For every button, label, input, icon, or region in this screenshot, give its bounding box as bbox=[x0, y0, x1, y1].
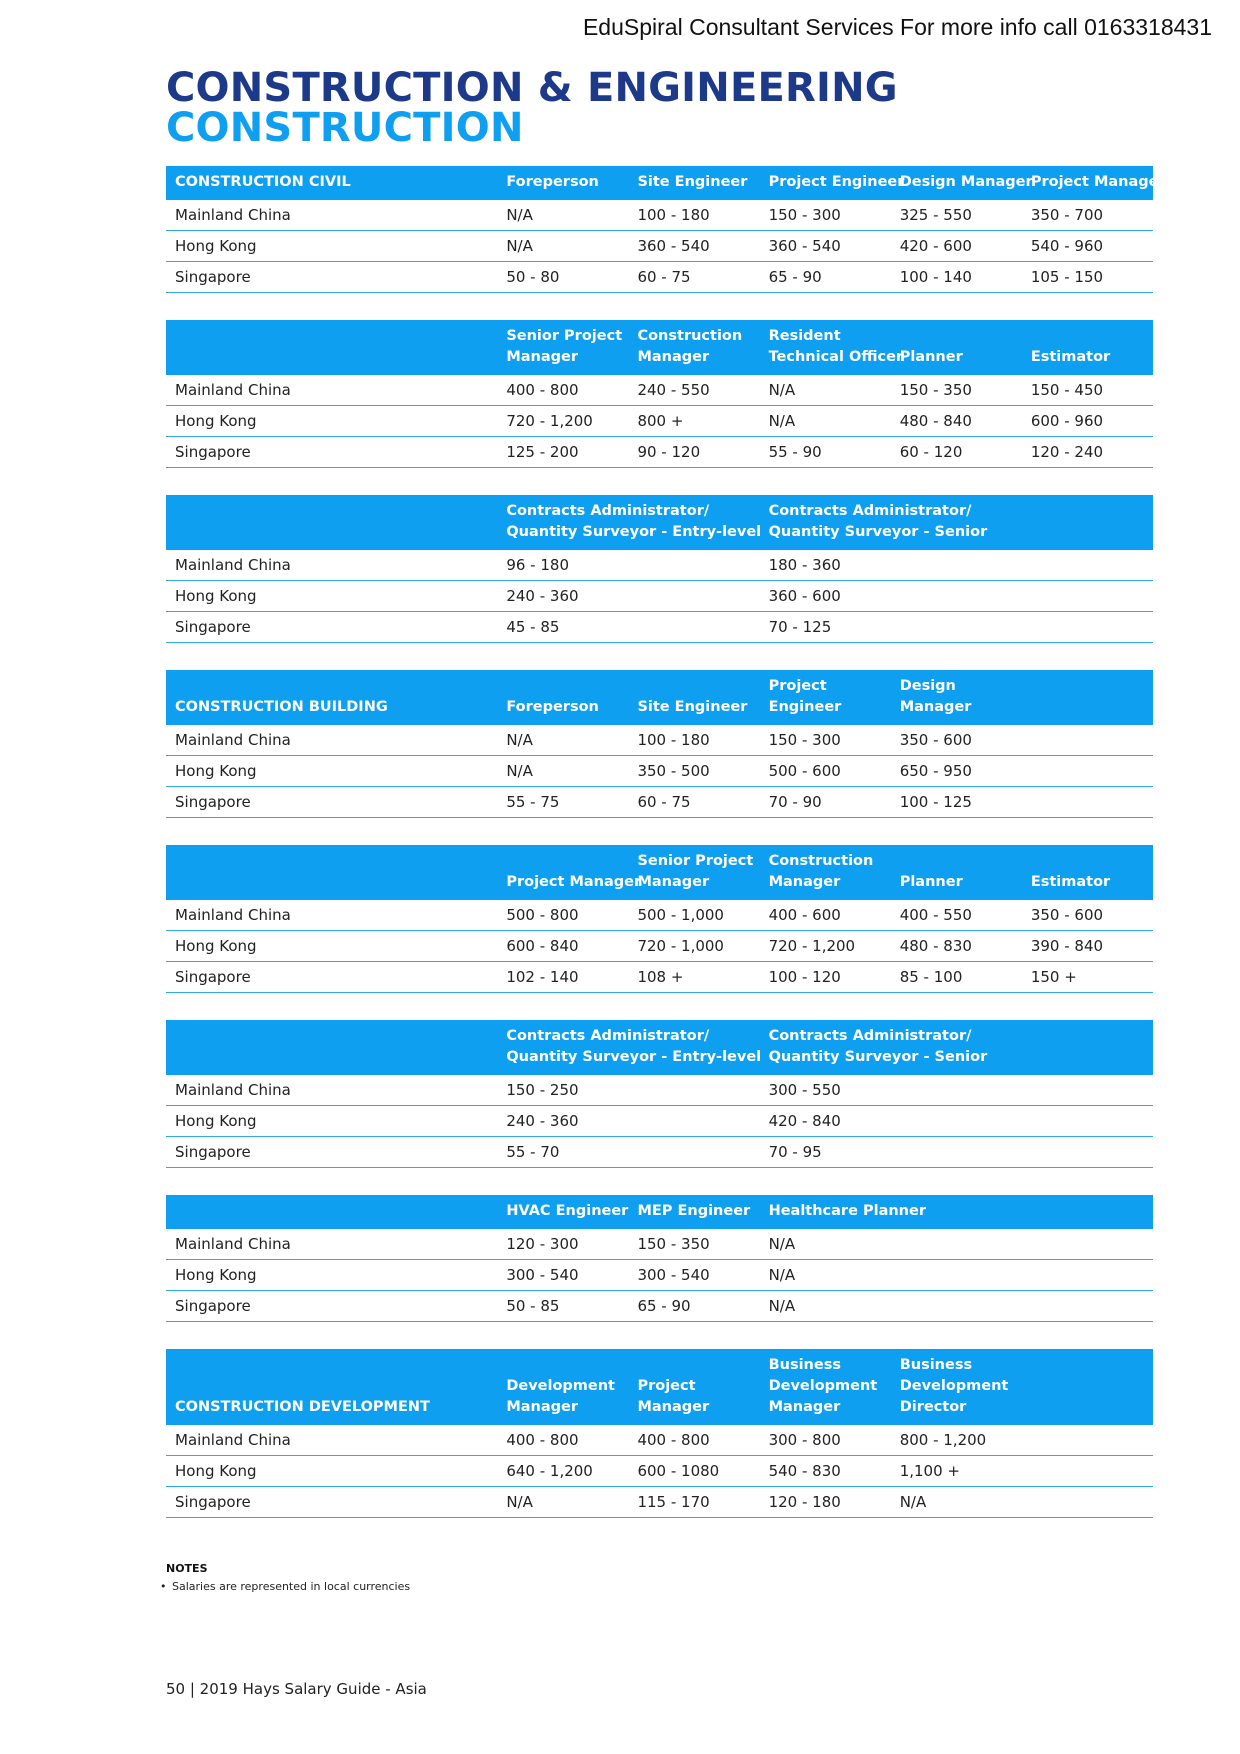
salary-cell bbox=[891, 1075, 1022, 1106]
salary-cell: 360 - 540 bbox=[628, 231, 759, 262]
salary-table bbox=[166, 1195, 1153, 1322]
location-cell: Hong Kong bbox=[166, 581, 497, 612]
salary-cell bbox=[1022, 1106, 1153, 1137]
salary-cell: 240 - 360 bbox=[497, 581, 628, 612]
salary-cell: 102 - 140 bbox=[497, 962, 628, 993]
column-header bbox=[1022, 1349, 1153, 1425]
salary-cell: 150 - 350 bbox=[891, 375, 1022, 406]
salary-cell: 65 - 90 bbox=[628, 1291, 759, 1322]
table-row bbox=[166, 756, 1153, 787]
salary-cell: 100 - 180 bbox=[628, 200, 759, 231]
table-row bbox=[166, 1425, 1153, 1456]
salary-cell: 300 - 800 bbox=[760, 1425, 891, 1456]
salary-cell bbox=[1022, 1487, 1153, 1518]
table-row bbox=[166, 1487, 1153, 1518]
contact-banner: EduSpiral Consultant Services For more info call 0163318431 bbox=[582, 14, 1212, 40]
salary-cell: 45 - 85 bbox=[497, 612, 628, 643]
table-row bbox=[166, 375, 1153, 406]
location-cell: Singapore bbox=[166, 962, 497, 993]
section-heading: CONSTRUCTION BUILDING bbox=[175, 699, 388, 715]
column-header: Senior Project Manager bbox=[506, 328, 623, 365]
column-header: Project Manager bbox=[506, 874, 642, 890]
column-header: Foreperson bbox=[506, 699, 599, 715]
salary-cell: 640 - 1,200 bbox=[497, 1456, 628, 1487]
salary-cell: 300 - 550 bbox=[760, 1075, 891, 1106]
salary-cell bbox=[891, 1260, 1022, 1291]
location-cell: Singapore bbox=[166, 1291, 497, 1322]
salary-cell: 800 + bbox=[628, 406, 759, 437]
salary-cell bbox=[1022, 581, 1153, 612]
location-cell: Hong Kong bbox=[166, 231, 497, 262]
salary-cell: 500 - 800 bbox=[497, 900, 628, 931]
salary-cell: 800 - 1,200 bbox=[891, 1425, 1022, 1456]
section-heading bbox=[166, 1195, 497, 1229]
salary-table bbox=[166, 1020, 1153, 1168]
notes-heading: NOTES bbox=[166, 1562, 208, 1575]
column-header: Estimator bbox=[1030, 874, 1111, 890]
salary-cell: 150 - 300 bbox=[760, 725, 891, 756]
table-row bbox=[166, 437, 1153, 468]
salary-cell: 400 - 800 bbox=[497, 1425, 628, 1456]
section-heading bbox=[166, 845, 497, 900]
salary-cell: 100 - 120 bbox=[760, 962, 891, 993]
salary-cell: N/A bbox=[760, 375, 891, 406]
salary-cell bbox=[1022, 1260, 1153, 1291]
column-header: Project Manager bbox=[1030, 174, 1166, 190]
page-footer: 50 | 2019 Hays Salary Guide - Asia bbox=[166, 1680, 427, 1698]
notes-section bbox=[160, 1562, 411, 1593]
table-header-row bbox=[166, 1195, 1153, 1229]
salary-cell: 420 - 600 bbox=[891, 231, 1022, 262]
column-header: Project Manager bbox=[637, 1378, 710, 1415]
salary-cell: 360 - 540 bbox=[760, 231, 891, 262]
location-cell: Mainland China bbox=[166, 900, 497, 931]
salary-table bbox=[166, 845, 1153, 993]
location-cell: Hong Kong bbox=[166, 406, 497, 437]
salary-cell: 96 - 180 bbox=[497, 550, 628, 581]
salary-cell bbox=[628, 581, 759, 612]
salary-cell bbox=[628, 1137, 759, 1168]
column-header: Estimator bbox=[1030, 349, 1111, 365]
table-row bbox=[166, 262, 1153, 293]
table-row bbox=[166, 931, 1153, 962]
salary-cell: 480 - 830 bbox=[891, 931, 1022, 962]
salary-cell: 350 - 600 bbox=[1022, 900, 1153, 931]
salary-table bbox=[166, 1349, 1153, 1518]
location-cell: Singapore bbox=[166, 787, 497, 818]
salary-cell: 540 - 960 bbox=[1022, 231, 1153, 262]
salary-cell bbox=[891, 550, 1022, 581]
salary-cell: 350 - 600 bbox=[891, 725, 1022, 756]
column-header: Contracts Administrator/ Quantity Surveyor - Entry-level bbox=[506, 503, 762, 540]
table-header-row bbox=[166, 845, 1153, 900]
salary-cell: 240 - 360 bbox=[497, 1106, 628, 1137]
table-row bbox=[166, 200, 1153, 231]
salary-cell: 400 - 800 bbox=[628, 1425, 759, 1456]
salary-cell: 150 - 300 bbox=[760, 200, 891, 231]
table-row bbox=[166, 1106, 1153, 1137]
column-header: Site Engineer bbox=[637, 699, 748, 715]
column-header: Foreperson bbox=[506, 174, 599, 190]
column-header: HVAC Engineer bbox=[506, 1203, 629, 1219]
table-row bbox=[166, 550, 1153, 581]
note-item bbox=[160, 1580, 410, 1593]
section-heading bbox=[166, 495, 497, 550]
salary-cell: 420 - 840 bbox=[760, 1106, 891, 1137]
salary-cell: 300 - 540 bbox=[628, 1260, 759, 1291]
salary-cell: 120 - 300 bbox=[497, 1229, 628, 1260]
table-header-row bbox=[166, 495, 1153, 550]
salary-cell bbox=[891, 581, 1022, 612]
salary-cell: 90 - 120 bbox=[628, 437, 759, 468]
salary-cell bbox=[1022, 725, 1153, 756]
location-cell: Mainland China bbox=[166, 375, 497, 406]
column-header: Development Manager bbox=[506, 1378, 615, 1415]
salary-cell: 120 - 240 bbox=[1022, 437, 1153, 468]
column-header: Planner bbox=[899, 349, 963, 365]
salary-cell bbox=[628, 612, 759, 643]
salary-cell: 100 - 140 bbox=[891, 262, 1022, 293]
salary-cell: 300 - 540 bbox=[497, 1260, 628, 1291]
salary-cell: 70 - 125 bbox=[760, 612, 891, 643]
table-row bbox=[166, 962, 1153, 993]
salary-cell bbox=[1022, 1425, 1153, 1456]
salary-cell bbox=[891, 612, 1022, 643]
salary-cell: N/A bbox=[760, 406, 891, 437]
salary-cell bbox=[1022, 1137, 1153, 1168]
salary-cell: 180 - 360 bbox=[760, 550, 891, 581]
table-row bbox=[166, 725, 1153, 756]
table-row bbox=[166, 612, 1153, 643]
table-row bbox=[166, 231, 1153, 262]
table-row bbox=[166, 900, 1153, 931]
salary-cell: N/A bbox=[760, 1291, 891, 1322]
salary-cell: N/A bbox=[497, 756, 628, 787]
section-heading bbox=[166, 1020, 497, 1075]
salary-cell: 105 - 150 bbox=[1022, 262, 1153, 293]
location-cell: Mainland China bbox=[166, 200, 497, 231]
salary-cell: 125 - 200 bbox=[497, 437, 628, 468]
column-header: Project Engineer bbox=[768, 678, 842, 715]
salary-cell bbox=[891, 1291, 1022, 1322]
column-header: Resident Technical Officer bbox=[768, 328, 904, 365]
salary-cell: 55 - 90 bbox=[760, 437, 891, 468]
salary-cell: 350 - 500 bbox=[628, 756, 759, 787]
salary-cell bbox=[891, 1137, 1022, 1168]
salary-cell: N/A bbox=[497, 725, 628, 756]
salary-cell: 400 - 550 bbox=[891, 900, 1022, 931]
salary-cell: 1,100 + bbox=[891, 1456, 1022, 1487]
salary-cell: N/A bbox=[497, 231, 628, 262]
location-cell: Hong Kong bbox=[166, 1260, 497, 1291]
column-header: Healthcare Planner bbox=[768, 1203, 926, 1219]
salary-cell: 500 - 600 bbox=[760, 756, 891, 787]
column-header: Site Engineer bbox=[637, 174, 748, 190]
column-header: Planner bbox=[899, 874, 963, 890]
salary-table bbox=[166, 320, 1153, 468]
page-titles bbox=[166, 65, 898, 151]
page-title: CONSTRUCTION & ENGINEERING bbox=[166, 65, 898, 111]
salary-cell bbox=[1022, 550, 1153, 581]
salary-cell: 400 - 600 bbox=[760, 900, 891, 931]
salary-cell: 108 + bbox=[628, 962, 759, 993]
salary-cell bbox=[628, 550, 759, 581]
salary-cell: 400 - 800 bbox=[497, 375, 628, 406]
salary-cell: 60 - 75 bbox=[628, 262, 759, 293]
salary-cell: 240 - 550 bbox=[628, 375, 759, 406]
salary-cell: 60 - 120 bbox=[891, 437, 1022, 468]
location-cell: Mainland China bbox=[166, 725, 497, 756]
salary-cell: 600 - 840 bbox=[497, 931, 628, 962]
salary-table bbox=[166, 166, 1166, 293]
column-header bbox=[1022, 495, 1153, 550]
table-row bbox=[166, 1291, 1153, 1322]
salary-cell: 100 - 125 bbox=[891, 787, 1022, 818]
column-header: Senior Project Manager bbox=[637, 853, 754, 890]
salary-cell: 720 - 1,200 bbox=[760, 931, 891, 962]
column-header: Business Development Manager bbox=[768, 1357, 878, 1415]
column-header bbox=[1022, 1195, 1153, 1229]
table-row bbox=[166, 787, 1153, 818]
location-cell: Mainland China bbox=[166, 1229, 497, 1260]
column-header bbox=[1022, 670, 1153, 725]
location-cell: Hong Kong bbox=[166, 756, 497, 787]
location-cell: Singapore bbox=[166, 612, 497, 643]
table-row bbox=[166, 1456, 1153, 1487]
bullet-icon: • bbox=[160, 1580, 167, 1593]
table-row bbox=[166, 1137, 1153, 1168]
table-header-row bbox=[166, 320, 1153, 375]
salary-cell: 650 - 950 bbox=[891, 756, 1022, 787]
table-header-row bbox=[166, 166, 1153, 200]
salary-cell: 150 - 350 bbox=[628, 1229, 759, 1260]
salary-cell bbox=[628, 1075, 759, 1106]
salary-cell: 150 - 250 bbox=[497, 1075, 628, 1106]
salary-cell bbox=[1022, 1075, 1153, 1106]
column-header: Construction Manager bbox=[637, 328, 743, 365]
page-subtitle: CONSTRUCTION bbox=[166, 105, 524, 151]
salary-cell: 720 - 1,200 bbox=[497, 406, 628, 437]
location-cell: Hong Kong bbox=[166, 1456, 497, 1487]
table-row bbox=[166, 406, 1153, 437]
column-header: Design Manager bbox=[899, 174, 1033, 190]
salary-cell: 50 - 85 bbox=[497, 1291, 628, 1322]
salary-cell: 85 - 100 bbox=[891, 962, 1022, 993]
salary-cell: 70 - 90 bbox=[760, 787, 891, 818]
column-header: Contracts Administrator/ Quantity Surveyor - Senior bbox=[768, 1028, 988, 1065]
location-cell: Hong Kong bbox=[166, 931, 497, 962]
table-row bbox=[166, 1075, 1153, 1106]
salary-cell: 150 - 450 bbox=[1022, 375, 1153, 406]
salary-cell: 325 - 550 bbox=[891, 200, 1022, 231]
table-header-row bbox=[166, 670, 1153, 725]
salary-cell: 720 - 1,000 bbox=[628, 931, 759, 962]
salary-cell: 390 - 840 bbox=[1022, 931, 1153, 962]
salary-cell bbox=[891, 1106, 1022, 1137]
salary-cell: 55 - 75 bbox=[497, 787, 628, 818]
salary-cell: 480 - 840 bbox=[891, 406, 1022, 437]
salary-cell: 55 - 70 bbox=[497, 1137, 628, 1168]
column-header: Contracts Administrator/ Quantity Surveyor - Senior bbox=[768, 503, 988, 540]
salary-cell bbox=[1022, 1229, 1153, 1260]
column-header: Design Manager bbox=[899, 678, 972, 715]
salary-cell: 600 - 1080 bbox=[628, 1456, 759, 1487]
column-header: Business Development Director bbox=[899, 1357, 1009, 1415]
salary-cell: 500 - 1,000 bbox=[628, 900, 759, 931]
salary-cell bbox=[891, 1229, 1022, 1260]
salary-cell: 60 - 75 bbox=[628, 787, 759, 818]
location-cell: Mainland China bbox=[166, 1075, 497, 1106]
salary-cell: 70 - 95 bbox=[760, 1137, 891, 1168]
salary-tables bbox=[166, 166, 1166, 1518]
section-heading: CONSTRUCTION CIVIL bbox=[175, 174, 351, 190]
salary-cell: 540 - 830 bbox=[760, 1456, 891, 1487]
salary-cell: 600 - 960 bbox=[1022, 406, 1153, 437]
column-header bbox=[1022, 1020, 1153, 1075]
location-cell: Singapore bbox=[166, 1487, 497, 1518]
table-row bbox=[166, 581, 1153, 612]
column-header: Project Engineer bbox=[768, 174, 905, 190]
location-cell: Singapore bbox=[166, 1137, 497, 1168]
location-cell: Mainland China bbox=[166, 550, 497, 581]
column-header: Construction Manager bbox=[768, 853, 874, 890]
salary-cell: 100 - 180 bbox=[628, 725, 759, 756]
salary-cell: 150 + bbox=[1022, 962, 1153, 993]
salary-cell bbox=[1022, 612, 1153, 643]
salary-cell: N/A bbox=[760, 1229, 891, 1260]
location-cell: Mainland China bbox=[166, 1425, 497, 1456]
location-cell: Hong Kong bbox=[166, 1106, 497, 1137]
column-header: Contracts Administrator/ Quantity Surveyor - Entry-level bbox=[506, 1028, 762, 1065]
note-text: Salaries are represented in local currencies bbox=[172, 1580, 411, 1593]
salary-cell bbox=[1022, 1456, 1153, 1487]
table-row bbox=[166, 1229, 1153, 1260]
salary-cell: 65 - 90 bbox=[760, 262, 891, 293]
salary-cell bbox=[1022, 1291, 1153, 1322]
salary-cell: 360 - 600 bbox=[760, 581, 891, 612]
salary-cell: N/A bbox=[891, 1487, 1022, 1518]
salary-cell: 115 - 170 bbox=[628, 1487, 759, 1518]
salary-table bbox=[166, 670, 1153, 818]
salary-cell: 50 - 80 bbox=[497, 262, 628, 293]
table-header-row bbox=[166, 1349, 1153, 1425]
table-header-row bbox=[166, 1020, 1153, 1075]
salary-cell: 120 - 180 bbox=[760, 1487, 891, 1518]
salary-cell bbox=[1022, 756, 1153, 787]
salary-cell: N/A bbox=[497, 200, 628, 231]
column-header: MEP Engineer bbox=[637, 1203, 751, 1219]
section-heading bbox=[166, 320, 497, 375]
salary-cell: N/A bbox=[497, 1487, 628, 1518]
salary-cell: 350 - 700 bbox=[1022, 200, 1153, 231]
salary-cell bbox=[628, 1106, 759, 1137]
salary-table bbox=[166, 495, 1153, 643]
section-heading: CONSTRUCTION DEVELOPMENT bbox=[175, 1399, 430, 1415]
location-cell: Singapore bbox=[166, 262, 497, 293]
table-row bbox=[166, 1260, 1153, 1291]
salary-cell bbox=[1022, 787, 1153, 818]
salary-cell: N/A bbox=[760, 1260, 891, 1291]
location-cell: Singapore bbox=[166, 437, 497, 468]
